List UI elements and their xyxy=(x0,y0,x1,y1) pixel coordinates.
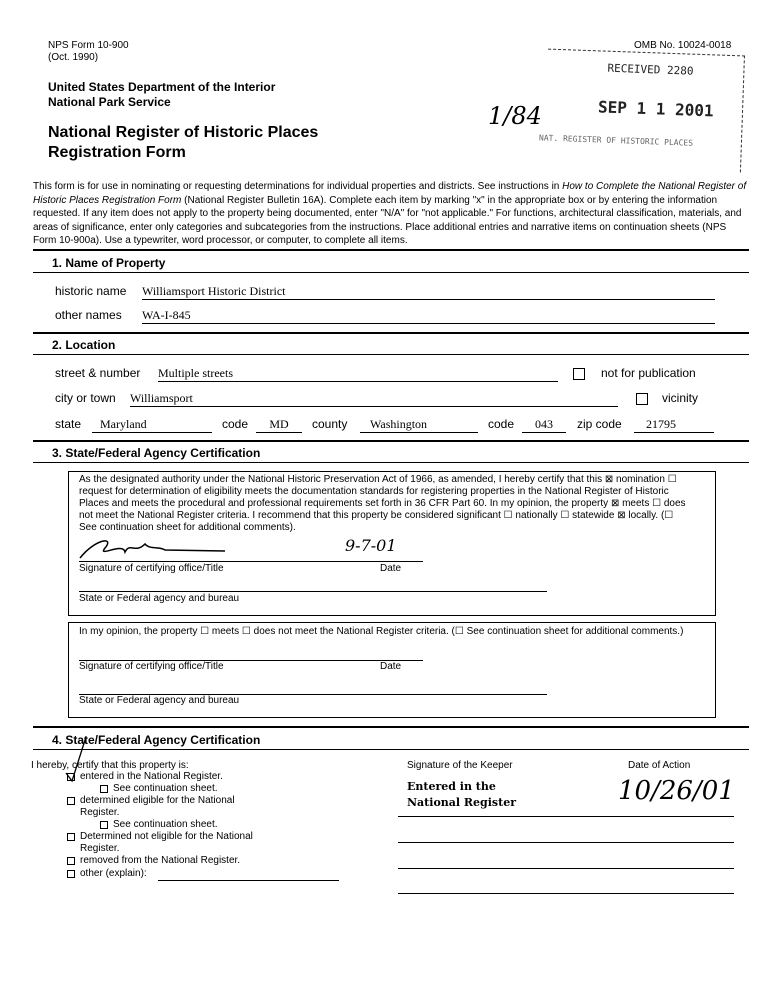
stamp-received: RECEIVED 2280 xyxy=(607,61,694,78)
instructions-bulletin-title: How to Complete the National Register of Historic Places Registration Form xyxy=(33,181,747,206)
option-entered: entered in the National Register. xyxy=(80,771,223,782)
entered-stamp-1: Entered in the xyxy=(407,780,496,793)
street-label: street & number xyxy=(55,366,141,380)
divider xyxy=(33,726,749,728)
divider xyxy=(33,272,749,273)
agency-label: State or Federal agency and bureau xyxy=(79,695,240,706)
option-not-eligible-2: Register. xyxy=(80,843,120,854)
historic-name-label: historic name xyxy=(55,284,127,298)
divider xyxy=(33,462,749,463)
section-1-heading: 1. Name of Property xyxy=(52,256,166,270)
keeper-line xyxy=(398,893,734,894)
keeper-line xyxy=(398,868,734,869)
option-continuation: See continuation sheet. xyxy=(113,783,218,794)
section-4-heading: 4. State/Federal Agency Certification xyxy=(52,733,261,747)
handwritten-number: 1/84 xyxy=(488,102,542,130)
removed-checkbox[interactable] xyxy=(67,857,75,865)
section-2-heading: 2. Location xyxy=(52,338,116,352)
divider xyxy=(33,440,749,442)
other-names-label: other names xyxy=(55,308,122,322)
stamp-date: SEP 1 1 2001 xyxy=(597,97,714,121)
certification-box xyxy=(68,471,716,616)
zip-field[interactable]: 21795 xyxy=(634,417,714,433)
date-of-action-label: Date of Action xyxy=(628,760,691,771)
received-stamp xyxy=(538,49,745,173)
instructions-text-2: (National Register Bulletin 16A). Complete each item by marking "x" in the appropriate box or by entering the information requested. If any item does not apply to the property being documented, enter "N/A" for "not applicable." For functions, architectural classification, materials, and areas of significance, enter only categories and subcategories from the instructions. Place additional entries and narrative items on continuation sheets (NPS Form 10-900a). Use a typewriter, word processor, or computer, to complete all items. xyxy=(33,194,742,246)
signature-scribble xyxy=(75,534,235,564)
state-field[interactable]: Maryland xyxy=(92,417,212,433)
cert-line: request for determination of eligibility meets the documentation standards for registering properties in the National Register of Historic xyxy=(79,486,669,497)
signature-label: Signature of certifying office/Title xyxy=(79,563,224,574)
department: United States Department of the Interior xyxy=(48,80,276,94)
option-determined-eligible: determined eligible for the National xyxy=(80,795,235,806)
instructions-text: This form is for use in nominating or requesting determinations for individual properties and districts. See instructions in xyxy=(33,181,563,192)
state-label: state xyxy=(55,417,82,431)
section-3-heading: 3. State/Federal Agency Certification xyxy=(52,446,261,460)
not-for-publication-label: not for publication xyxy=(601,366,696,380)
section-4-intro: I hereby, certify that this property is: xyxy=(31,760,189,771)
signature-line xyxy=(79,561,423,562)
instructions xyxy=(33,180,751,248)
other-names-field[interactable]: WA-I-845 xyxy=(142,308,715,324)
state-code-label: code xyxy=(222,417,249,431)
option-removed: removed from the National Register. xyxy=(80,855,241,866)
keeper-line xyxy=(398,816,734,817)
county-label: county xyxy=(312,417,348,431)
continuation-checkbox[interactable] xyxy=(100,785,108,793)
vicinity-checkbox[interactable] xyxy=(636,393,648,405)
cert-line: See continuation sheet for additional comments). xyxy=(79,522,296,533)
form-title-1: National Register of Historic Places xyxy=(48,124,319,141)
omb-number: OMB No. 10024-0018 xyxy=(634,40,732,51)
historic-name-field[interactable]: Williamsport Historic District xyxy=(142,284,715,300)
cert-line: Places and meets the procedural and professional requirements set forth in 36 CFR Part 60. In my opinion, the property ⊠ meets ☐ does xyxy=(79,498,686,509)
option-other: other (explain): xyxy=(80,868,147,879)
state-code-field[interactable]: MD xyxy=(256,417,302,433)
entered-checkbox[interactable] xyxy=(67,773,75,781)
option-determined-eligible-2: Register. xyxy=(80,807,120,818)
county-code-label: code xyxy=(488,417,515,431)
county-code-field[interactable]: 043 xyxy=(522,417,566,433)
cert-line: not meet the National Register criteria. I recommend that this property be considered significant ☐ nationally ☐ statewide ⊠ locally. (☐ xyxy=(79,510,674,521)
opinion-text: In my opinion, the property ☐ meets ☐ does not meet the National Register criteria. (☐ See continuation sheet for additional comments.) xyxy=(79,626,684,637)
street-field[interactable]: Multiple streets xyxy=(158,366,558,382)
date-label: Date xyxy=(380,563,402,574)
form-title-2: Registration Form xyxy=(48,144,186,161)
city-field[interactable]: Williamsport xyxy=(130,391,618,407)
divider xyxy=(33,749,749,750)
determined-eligible-checkbox[interactable] xyxy=(67,797,75,805)
certification-date: 9-7-01 xyxy=(345,536,397,555)
cert-line: As the designated authority under the National Historic Preservation Act of 1966, as amended, I hereby certify that this ⊠ nomination ☐ xyxy=(79,474,677,485)
keeper-line xyxy=(398,842,734,843)
divider xyxy=(33,332,749,334)
option-continuation-2: See continuation sheet. xyxy=(113,819,218,830)
entered-stamp-2: National Register xyxy=(407,796,516,809)
keeper-label: Signature of the Keeper xyxy=(407,760,513,771)
stamp-org: NAT. REGISTER OF HISTORIC PLACES xyxy=(538,133,694,148)
divider xyxy=(33,354,749,355)
form-number: NPS Form 10-900 xyxy=(48,40,129,51)
other-explain-line[interactable] xyxy=(158,880,339,881)
other-checkbox[interactable] xyxy=(67,870,75,878)
form-date: (Oct. 1990) xyxy=(48,52,99,63)
not-eligible-checkbox[interactable] xyxy=(67,833,75,841)
zip-label: zip code xyxy=(577,417,622,431)
agency-label: State or Federal agency and bureau xyxy=(79,593,240,604)
continuation-checkbox-2[interactable] xyxy=(100,821,108,829)
action-date: 10/26/01 xyxy=(618,776,735,806)
signature-label: Signature of certifying office/Title xyxy=(79,661,224,672)
vicinity-label: vicinity xyxy=(662,391,699,405)
divider xyxy=(33,249,749,251)
city-label: city or town xyxy=(55,391,116,405)
date-label: Date xyxy=(380,661,402,672)
agency-line xyxy=(79,591,547,592)
not-for-publication-checkbox[interactable] xyxy=(573,368,585,380)
county-field[interactable]: Washington xyxy=(360,417,478,433)
agency: National Park Service xyxy=(48,95,171,109)
option-not-eligible: Determined not eligible for the National xyxy=(80,831,253,842)
opinion-box xyxy=(68,622,716,718)
